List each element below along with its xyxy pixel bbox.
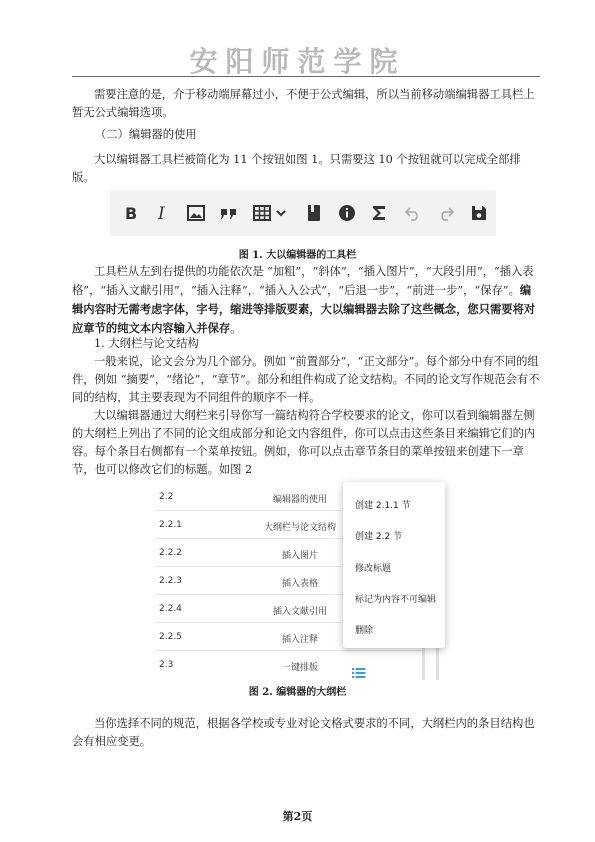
page-number: 第2页 — [282, 810, 313, 823]
paragraph-3 — [72, 263, 540, 338]
outline-row-title: 大纲栏与论文结构 — [263, 523, 336, 533]
section-heading: （二）编辑器的使用 — [95, 128, 197, 141]
quote-icon[interactable] — [218, 202, 240, 224]
outline-row-title: 编辑器的使用 — [272, 495, 327, 505]
paragraph-1: 需要注意的是，介于移动端屏幕过小，不便于公式编辑，所以当前移动端编辑器工具栏上暂无公式编辑选项。 — [72, 88, 535, 119]
figure-1-caption: 图 1. 大以编辑器的工具栏 — [238, 250, 357, 261]
paragraph-6: 当你选择不同的规范，根据各学校或专业对论文格式要求的不同，大纲栏内的条目结构也会有相应变更。 — [72, 717, 535, 748]
paragraph-2: 大以编辑器工具栏被简化为 11 个按钮如图 1。只需要这 10 个按钮就可以完成全部排版。 — [72, 153, 521, 184]
paragraph-4: 一般来说，论文会分为几个部分。例如 “前置部分”，“正文部分”。每个部分中有不同的组件，例如 “摘要”，“绪论”，“章节”。部分和组件构成了论文结构。不同的论文写作规范会有不同的结构，其主要表现为不同组件的顺序不一样。 — [72, 355, 540, 404]
outline-row-title: 一键排版 — [281, 663, 318, 673]
book-icon[interactable] — [303, 202, 325, 224]
outline-row-title: 插入表格 — [281, 579, 318, 589]
save-icon[interactable] — [468, 202, 490, 224]
list-heading: 1. 大纲栏与论文结构 — [94, 337, 199, 350]
outline-row-number: 2.2.4 — [159, 604, 182, 614]
outline-row[interactable] — [155, 652, 425, 678]
menu-item-create-section[interactable]: 创建 2.2 节 — [355, 532, 403, 542]
outline-row-title: 插入注释 — [281, 635, 318, 645]
paragraph-5: 大以编辑器通过大纲栏来引导你写一篇结构符合学校要求的论文，你可以看到编辑器左侧的大纲栏上列出了不同的论文组成部分和论文内容组件，你可以点击这些条目来编辑它们的内容。每个条目右侧都有一个菜单按钮。例如，你可以点击章节条目的菜单按钮来创建下一章节，也可以修改它们的标题。如图 2 — [72, 409, 536, 476]
outline-row-number: 2.2 — [159, 492, 174, 502]
menu-item-delete[interactable]: 删除 — [355, 626, 374, 636]
header-rule — [72, 76, 540, 77]
outline-row-number: 2.2.1 — [159, 520, 182, 530]
figure-2-caption: 图 2. 编辑器的大纲栏 — [248, 687, 347, 698]
paragraph-3-bold: 编辑内容时无需考虑字体，字号，缩进等排版要素，大以编辑器去除了这些概念，您只需要将对应章节的纯文本内容输入并保存 — [72, 283, 536, 335]
menu-item-rename[interactable]: 修改标题 — [355, 564, 392, 574]
table-icon[interactable] — [251, 202, 273, 224]
svg-text:I: I — [158, 204, 165, 223]
editor-toolbar — [110, 190, 496, 236]
italic-icon[interactable] — [152, 202, 174, 224]
outline-row-number: 2.2.3 — [159, 576, 182, 586]
context-menu — [343, 482, 445, 648]
redo-icon[interactable] — [435, 202, 457, 224]
sigma-icon[interactable] — [368, 202, 390, 224]
info-icon[interactable] — [336, 202, 358, 224]
school-logo: 安阳师范学院 — [189, 45, 406, 78]
menu-item-create-subsection[interactable]: 创建 2.1.1 节 — [355, 501, 411, 511]
menu-item-lock[interactable]: 标记为内容不可编辑 — [355, 595, 437, 605]
outline-row-title: 插入文献引用 — [272, 607, 327, 617]
outline-row-number: 2.3 — [159, 660, 174, 670]
paragraph-3-end: 。 — [230, 322, 242, 335]
image-icon[interactable] — [185, 202, 207, 224]
outline-row-number: 2.2.2 — [159, 548, 182, 558]
paragraph-3-text: 工具栏从左到右提供的功能依次是 “加粗”，“斜体”，“插入图片”，“大段引用”，“插入表格”，“插入文献引用”，“插入注释”，“插入入公式”，“后退一步”，“前进一步”，“保存”。 — [72, 265, 534, 297]
svg-text:B: B — [125, 204, 138, 223]
outline-row-title: 插入图片 — [281, 551, 318, 561]
outline-row-number: 2.2.5 — [159, 632, 182, 642]
undo-icon[interactable] — [402, 202, 424, 224]
list-menu-icon[interactable] — [352, 664, 366, 676]
bold-icon[interactable] — [120, 202, 142, 224]
chevron-down-icon[interactable] — [274, 202, 288, 224]
